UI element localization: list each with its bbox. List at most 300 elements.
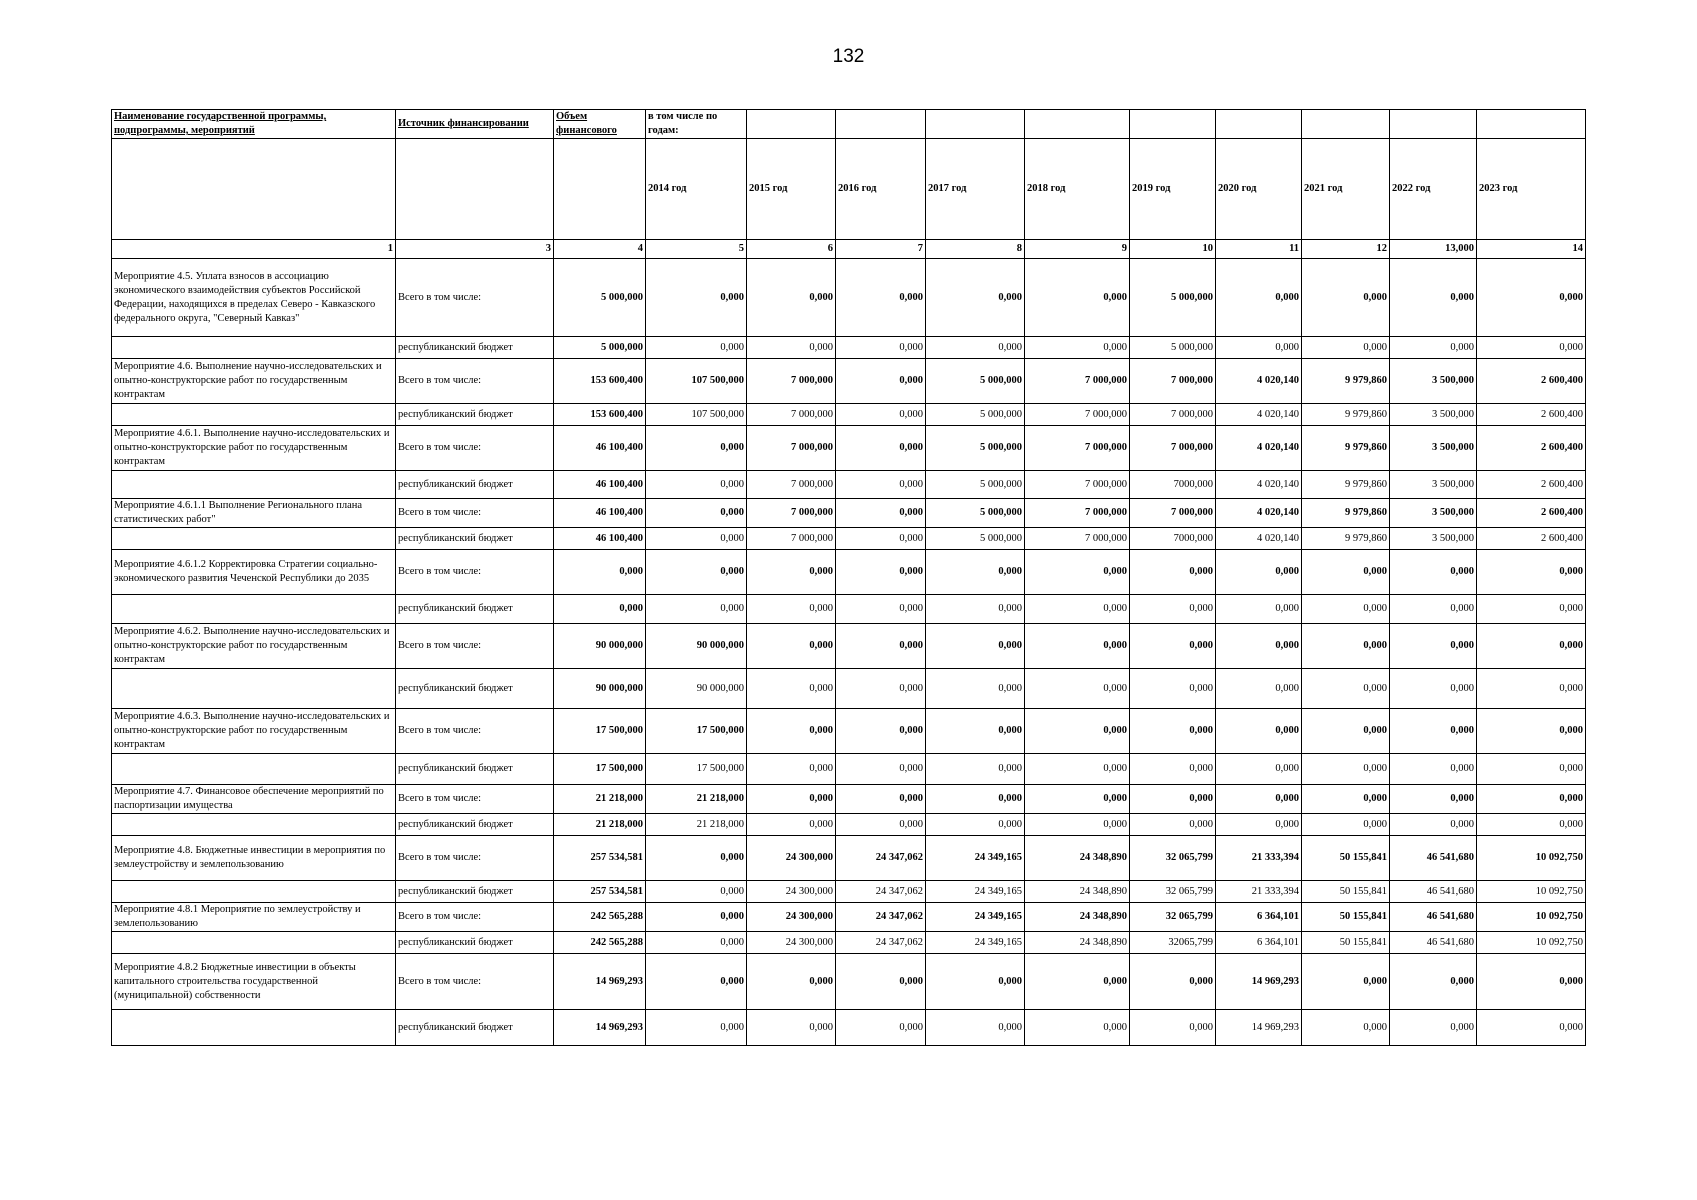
year-amount: 0,000 <box>926 814 1025 836</box>
budget-table <box>111 109 1586 1046</box>
measure-name: Мероприятие 4.8.1 Мероприятие по землеустройству и землепользованию <box>112 903 396 932</box>
year-amount: 0,000 <box>1130 814 1216 836</box>
year-header: 2023 год <box>1477 139 1586 240</box>
year-amount: 0,000 <box>1302 785 1390 814</box>
year-amount: 14 969,293 <box>1216 1010 1302 1046</box>
year-amount: 7000,000 <box>1130 528 1216 550</box>
year-amount: 0,000 <box>646 550 747 595</box>
year-amount: 0,000 <box>926 550 1025 595</box>
funding-source: Всего в том числе: <box>396 499 554 528</box>
year-amount: 0,000 <box>1390 669 1477 709</box>
year-amount: 0,000 <box>836 709 926 754</box>
year-amount: 50 155,841 <box>1302 903 1390 932</box>
year-amount: 0,000 <box>1216 595 1302 624</box>
column-number: 9 <box>1025 240 1130 259</box>
column-number: 6 <box>747 240 836 259</box>
year-amount: 7 000,000 <box>1130 499 1216 528</box>
year-amount: 21 333,394 <box>1216 836 1302 881</box>
year-amount: 7 000,000 <box>1025 404 1130 426</box>
year-amount: 0,000 <box>1025 814 1130 836</box>
year-amount: 3 500,000 <box>1390 471 1477 499</box>
year-amount: 4 020,140 <box>1216 499 1302 528</box>
column-number: 8 <box>926 240 1025 259</box>
year-header: 2016 год <box>836 139 926 240</box>
year-amount: 0,000 <box>1025 709 1130 754</box>
header-blank <box>1390 110 1477 139</box>
year-amount: 21 218,000 <box>646 785 747 814</box>
total-amount: 46 100,400 <box>554 499 646 528</box>
year-amount: 0,000 <box>926 954 1025 1010</box>
year-amount: 0,000 <box>1216 550 1302 595</box>
year-amount: 3 500,000 <box>1390 426 1477 471</box>
funding-source: республиканский бюджет <box>396 528 554 550</box>
year-amount: 0,000 <box>1390 595 1477 624</box>
header-blank <box>836 110 926 139</box>
year-amount: 24 347,062 <box>836 881 926 903</box>
year-amount: 0,000 <box>1025 754 1130 785</box>
year-amount: 46 541,680 <box>1390 836 1477 881</box>
year-amount: 24 348,890 <box>1025 932 1130 954</box>
year-amount: 9 979,860 <box>1302 528 1390 550</box>
year-amount: 0,000 <box>1477 709 1586 754</box>
table-row <box>112 785 1586 814</box>
year-amount: 0,000 <box>1390 709 1477 754</box>
total-amount: 242 565,288 <box>554 903 646 932</box>
table-row <box>112 550 1586 595</box>
header-blank <box>112 139 396 240</box>
year-amount: 24 347,062 <box>836 903 926 932</box>
year-amount: 0,000 <box>646 337 747 359</box>
year-amount: 7 000,000 <box>1025 528 1130 550</box>
year-amount: 0,000 <box>1477 624 1586 669</box>
year-amount: 0,000 <box>926 595 1025 624</box>
year-amount: 107 500,000 <box>646 404 747 426</box>
header-blank <box>1130 110 1216 139</box>
measure-name: Мероприятие 4.5. Уплата взносов в ассоциацию экономического взаимодействия субъектов Российской Федерации, находящихся в пределах Северо - Кавказского федерального округа, "Северный Кавказ" <box>112 259 396 337</box>
year-amount: 0,000 <box>926 259 1025 337</box>
year-header: 2017 год <box>926 139 1025 240</box>
year-amount: 0,000 <box>1025 669 1130 709</box>
year-amount: 0,000 <box>747 709 836 754</box>
funding-source: республиканский бюджет <box>396 404 554 426</box>
year-amount: 0,000 <box>646 1010 747 1046</box>
total-amount: 5 000,000 <box>554 337 646 359</box>
year-amount: 24 348,890 <box>1025 836 1130 881</box>
total-amount: 17 500,000 <box>554 709 646 754</box>
measure-name <box>112 404 396 426</box>
header-row-years <box>112 139 1586 240</box>
year-amount: 32065,799 <box>1130 932 1216 954</box>
year-amount: 24 300,000 <box>747 932 836 954</box>
header-source: Источник финансировании <box>396 110 554 139</box>
year-amount: 0,000 <box>646 471 747 499</box>
year-amount: 24 349,165 <box>926 881 1025 903</box>
total-amount: 17 500,000 <box>554 754 646 785</box>
table-row <box>112 471 1586 499</box>
total-amount: 90 000,000 <box>554 669 646 709</box>
total-amount: 14 969,293 <box>554 1010 646 1046</box>
table-row <box>112 754 1586 785</box>
year-amount: 24 347,062 <box>836 932 926 954</box>
year-amount: 5 000,000 <box>926 499 1025 528</box>
year-amount: 0,000 <box>747 1010 836 1046</box>
year-amount: 24 349,165 <box>926 932 1025 954</box>
total-amount: 21 218,000 <box>554 814 646 836</box>
year-amount: 0,000 <box>1216 259 1302 337</box>
measure-name: Мероприятие 4.6.3. Выполнение научно-исследовательских и опытно-конструкторские работ по государственным контрактам <box>112 709 396 754</box>
total-amount: 0,000 <box>554 595 646 624</box>
year-amount: 0,000 <box>836 426 926 471</box>
header-name: Наименование государственной программы, подпрограммы, мероприятий <box>112 110 396 139</box>
year-amount: 0,000 <box>1390 550 1477 595</box>
year-amount: 0,000 <box>1390 785 1477 814</box>
year-amount: 7 000,000 <box>747 499 836 528</box>
year-amount: 46 541,680 <box>1390 903 1477 932</box>
funding-source: республиканский бюджет <box>396 932 554 954</box>
year-amount: 5 000,000 <box>926 404 1025 426</box>
year-amount: 0,000 <box>1302 709 1390 754</box>
year-amount: 2 600,400 <box>1477 528 1586 550</box>
measure-name <box>112 932 396 954</box>
year-amount: 10 092,750 <box>1477 836 1586 881</box>
table-row <box>112 595 1586 624</box>
year-amount: 0,000 <box>926 669 1025 709</box>
funding-source: республиканский бюджет <box>396 814 554 836</box>
year-amount: 0,000 <box>646 836 747 881</box>
year-header: 2014 год <box>646 139 747 240</box>
table-row <box>112 528 1586 550</box>
year-amount: 0,000 <box>1477 337 1586 359</box>
table-row <box>112 709 1586 754</box>
year-amount: 50 155,841 <box>1302 836 1390 881</box>
year-amount: 0,000 <box>926 709 1025 754</box>
year-amount: 0,000 <box>1130 709 1216 754</box>
year-header: 2020 год <box>1216 139 1302 240</box>
year-amount: 3 500,000 <box>1390 359 1477 404</box>
year-amount: 0,000 <box>1216 785 1302 814</box>
year-amount: 17 500,000 <box>646 754 747 785</box>
year-amount: 0,000 <box>1302 754 1390 785</box>
year-amount: 0,000 <box>1302 624 1390 669</box>
column-number: 5 <box>646 240 747 259</box>
funding-source: Всего в том числе: <box>396 903 554 932</box>
year-amount: 0,000 <box>1302 337 1390 359</box>
year-amount: 0,000 <box>1130 669 1216 709</box>
year-amount: 5 000,000 <box>1130 259 1216 337</box>
table-row <box>112 1010 1586 1046</box>
year-amount: 9 979,860 <box>1302 499 1390 528</box>
year-amount: 32 065,799 <box>1130 836 1216 881</box>
funding-source: Всего в том числе: <box>396 624 554 669</box>
table-row <box>112 954 1586 1010</box>
header-blank <box>1025 110 1130 139</box>
measure-name: Мероприятие 4.7. Финансовое обеспечение мероприятий по паспортизации имущества <box>112 785 396 814</box>
year-header: 2021 год <box>1302 139 1390 240</box>
year-amount: 24 348,890 <box>1025 881 1130 903</box>
year-amount: 17 500,000 <box>646 709 747 754</box>
year-amount: 0,000 <box>836 359 926 404</box>
funding-source: Всего в том числе: <box>396 785 554 814</box>
funding-source: Всего в том числе: <box>396 259 554 337</box>
year-amount: 0,000 <box>1130 785 1216 814</box>
measure-name: Мероприятие 4.6.1. Выполнение научно-исследовательских и опытно-конструкторские работ по государственным контрактам <box>112 426 396 471</box>
measure-name <box>112 528 396 550</box>
year-amount: 0,000 <box>1390 814 1477 836</box>
year-amount: 0,000 <box>1025 595 1130 624</box>
table-row <box>112 337 1586 359</box>
header-blank <box>926 110 1025 139</box>
total-amount: 21 218,000 <box>554 785 646 814</box>
year-amount: 2 600,400 <box>1477 426 1586 471</box>
year-amount: 90 000,000 <box>646 624 747 669</box>
year-amount: 4 020,140 <box>1216 359 1302 404</box>
total-amount: 46 100,400 <box>554 426 646 471</box>
year-amount: 24 349,165 <box>926 836 1025 881</box>
year-amount: 0,000 <box>1302 814 1390 836</box>
measure-name <box>112 337 396 359</box>
year-amount: 4 020,140 <box>1216 528 1302 550</box>
year-amount: 0,000 <box>926 624 1025 669</box>
year-amount: 0,000 <box>646 499 747 528</box>
year-amount: 0,000 <box>836 814 926 836</box>
table-row <box>112 259 1586 337</box>
year-amount: 4 020,140 <box>1216 471 1302 499</box>
year-amount: 0,000 <box>646 881 747 903</box>
column-number: 7 <box>836 240 926 259</box>
column-number: 12 <box>1302 240 1390 259</box>
year-amount: 0,000 <box>1216 814 1302 836</box>
measure-name <box>112 471 396 499</box>
year-amount: 7 000,000 <box>747 359 836 404</box>
year-amount: 32 065,799 <box>1130 881 1216 903</box>
column-number: 11 <box>1216 240 1302 259</box>
year-amount: 2 600,400 <box>1477 471 1586 499</box>
funding-source: Всего в том числе: <box>396 836 554 881</box>
year-amount: 24 300,000 <box>747 881 836 903</box>
funding-source: республиканский бюджет <box>396 754 554 785</box>
year-amount: 0,000 <box>836 550 926 595</box>
year-amount: 0,000 <box>1216 624 1302 669</box>
year-amount: 0,000 <box>747 814 836 836</box>
year-amount: 0,000 <box>1477 814 1586 836</box>
year-amount: 0,000 <box>836 1010 926 1046</box>
funding-source: республиканский бюджет <box>396 337 554 359</box>
year-amount: 21 333,394 <box>1216 881 1302 903</box>
year-amount: 0,000 <box>1302 259 1390 337</box>
year-amount: 0,000 <box>836 528 926 550</box>
year-amount: 0,000 <box>1302 669 1390 709</box>
funding-source: республиканский бюджет <box>396 595 554 624</box>
year-amount: 7 000,000 <box>1025 471 1130 499</box>
year-amount: 4 020,140 <box>1216 426 1302 471</box>
year-amount: 0,000 <box>1216 709 1302 754</box>
total-amount: 153 600,400 <box>554 404 646 426</box>
year-amount: 0,000 <box>1025 259 1130 337</box>
page-number: 132 <box>832 46 865 67</box>
year-amount: 0,000 <box>1130 624 1216 669</box>
table-row <box>112 881 1586 903</box>
year-amount: 0,000 <box>646 528 747 550</box>
year-amount: 0,000 <box>747 337 836 359</box>
measure-name <box>112 1010 396 1046</box>
year-amount: 0,000 <box>1477 669 1586 709</box>
table-row <box>112 426 1586 471</box>
total-amount: 153 600,400 <box>554 359 646 404</box>
year-amount: 14 969,293 <box>1216 954 1302 1010</box>
year-amount: 5 000,000 <box>926 528 1025 550</box>
column-number: 3 <box>396 240 554 259</box>
funding-source: Всего в том числе: <box>396 426 554 471</box>
measure-name: Мероприятие 4.8. Бюджетные инвестиции в мероприятия по землеустройству и землепользованию <box>112 836 396 881</box>
year-amount: 0,000 <box>646 903 747 932</box>
year-amount: 0,000 <box>747 624 836 669</box>
header-blank <box>1302 110 1390 139</box>
year-amount: 46 541,680 <box>1390 881 1477 903</box>
year-amount: 10 092,750 <box>1477 881 1586 903</box>
year-amount: 90 000,000 <box>646 669 747 709</box>
year-amount: 0,000 <box>926 1010 1025 1046</box>
year-amount: 0,000 <box>836 954 926 1010</box>
funding-source: республиканский бюджет <box>396 881 554 903</box>
table-row <box>112 814 1586 836</box>
funding-source: Всего в том числе: <box>396 550 554 595</box>
year-amount: 3 500,000 <box>1390 528 1477 550</box>
year-amount: 0,000 <box>836 259 926 337</box>
year-header: 2018 год <box>1025 139 1130 240</box>
header-blank <box>1216 110 1302 139</box>
header-row-column-numbers <box>112 240 1586 259</box>
year-amount: 0,000 <box>1390 954 1477 1010</box>
year-amount: 0,000 <box>836 669 926 709</box>
measure-name <box>112 669 396 709</box>
year-amount: 0,000 <box>747 550 836 595</box>
header-blank <box>396 139 554 240</box>
year-amount: 0,000 <box>1477 259 1586 337</box>
year-amount: 0,000 <box>1216 754 1302 785</box>
total-amount: 14 969,293 <box>554 954 646 1010</box>
table-row <box>112 499 1586 528</box>
table-row <box>112 624 1586 669</box>
year-amount: 0,000 <box>1130 595 1216 624</box>
column-number: 13,000 <box>1390 240 1477 259</box>
year-amount: 24 300,000 <box>747 903 836 932</box>
measure-name: Мероприятие 4.6.1.2 Корректировка Стратегии социально-экономического развития Чеченской Республики до 2035 <box>112 550 396 595</box>
total-amount: 0,000 <box>554 550 646 595</box>
header-row-titles <box>112 110 1586 139</box>
year-amount: 7 000,000 <box>1130 404 1216 426</box>
year-amount: 0,000 <box>1130 1010 1216 1046</box>
year-amount: 7 000,000 <box>747 471 836 499</box>
year-amount: 0,000 <box>646 595 747 624</box>
year-amount: 0,000 <box>1025 954 1130 1010</box>
year-amount: 0,000 <box>1302 595 1390 624</box>
year-amount: 6 364,101 <box>1216 903 1302 932</box>
total-amount: 90 000,000 <box>554 624 646 669</box>
year-amount: 0,000 <box>646 932 747 954</box>
header-including-by-years: в том числе по годам: <box>646 110 747 139</box>
year-amount: 2 600,400 <box>1477 499 1586 528</box>
year-amount: 0,000 <box>1216 337 1302 359</box>
year-amount: 0,000 <box>836 785 926 814</box>
year-amount: 0,000 <box>646 259 747 337</box>
year-amount: 0,000 <box>1130 754 1216 785</box>
year-amount: 0,000 <box>836 754 926 785</box>
year-amount: 0,000 <box>1025 1010 1130 1046</box>
year-amount: 32 065,799 <box>1130 903 1216 932</box>
measure-name: Мероприятие 4.6.1.1 Выполнение Регионального плана статистических работ" <box>112 499 396 528</box>
year-amount: 46 541,680 <box>1390 932 1477 954</box>
year-amount: 0,000 <box>1477 954 1586 1010</box>
year-amount: 0,000 <box>1302 550 1390 595</box>
year-amount: 7 000,000 <box>1130 426 1216 471</box>
year-amount: 0,000 <box>1390 754 1477 785</box>
year-amount: 5 000,000 <box>926 359 1025 404</box>
header-blank <box>1477 110 1586 139</box>
table-row <box>112 359 1586 404</box>
year-amount: 2 600,400 <box>1477 359 1586 404</box>
year-amount: 107 500,000 <box>646 359 747 404</box>
header-blank <box>554 139 646 240</box>
year-amount: 0,000 <box>1216 669 1302 709</box>
year-amount: 7000,000 <box>1130 471 1216 499</box>
table-row <box>112 932 1586 954</box>
year-amount: 7 000,000 <box>747 426 836 471</box>
year-amount: 0,000 <box>1130 954 1216 1010</box>
year-amount: 0,000 <box>1390 337 1477 359</box>
year-amount: 0,000 <box>1025 550 1130 595</box>
total-amount: 257 534,581 <box>554 881 646 903</box>
year-amount: 3 500,000 <box>1390 499 1477 528</box>
year-amount: 0,000 <box>926 337 1025 359</box>
measure-name <box>112 595 396 624</box>
year-amount: 0,000 <box>1025 337 1130 359</box>
header-volume: Объем финансового <box>554 110 646 139</box>
year-header: 2022 год <box>1390 139 1477 240</box>
year-header: 2019 год <box>1130 139 1216 240</box>
year-amount: 50 155,841 <box>1302 881 1390 903</box>
measure-name <box>112 881 396 903</box>
year-amount: 5 000,000 <box>926 471 1025 499</box>
year-amount: 0,000 <box>1390 1010 1477 1046</box>
year-amount: 0,000 <box>747 669 836 709</box>
funding-source: республиканский бюджет <box>396 1010 554 1046</box>
year-amount: 0,000 <box>836 595 926 624</box>
total-amount: 257 534,581 <box>554 836 646 881</box>
funding-source: Всего в том числе: <box>396 954 554 1010</box>
year-amount: 9 979,860 <box>1302 404 1390 426</box>
year-amount: 3 500,000 <box>1390 404 1477 426</box>
measure-name: Мероприятие 4.6. Выполнение научно-исследовательских и опытно-конструкторские работ по государственным контрактам <box>112 359 396 404</box>
year-amount: 0,000 <box>747 595 836 624</box>
measure-name: Мероприятие 4.8.2 Бюджетные инвестиции в объекты капитального строительства государственной (муниципальной) собственности <box>112 954 396 1010</box>
year-amount: 0,000 <box>926 754 1025 785</box>
year-amount: 0,000 <box>1477 1010 1586 1046</box>
year-amount: 0,000 <box>747 754 836 785</box>
year-amount: 4 020,140 <box>1216 404 1302 426</box>
year-amount: 0,000 <box>1025 785 1130 814</box>
year-amount: 0,000 <box>1130 550 1216 595</box>
year-amount: 0,000 <box>646 426 747 471</box>
year-amount: 0,000 <box>1477 595 1586 624</box>
funding-source: Всего в том числе: <box>396 709 554 754</box>
table-row <box>112 903 1586 932</box>
measure-name <box>112 814 396 836</box>
year-amount: 0,000 <box>926 785 1025 814</box>
year-amount: 7 000,000 <box>747 404 836 426</box>
table-row <box>112 404 1586 426</box>
column-number: 4 <box>554 240 646 259</box>
column-number: 14 <box>1477 240 1586 259</box>
